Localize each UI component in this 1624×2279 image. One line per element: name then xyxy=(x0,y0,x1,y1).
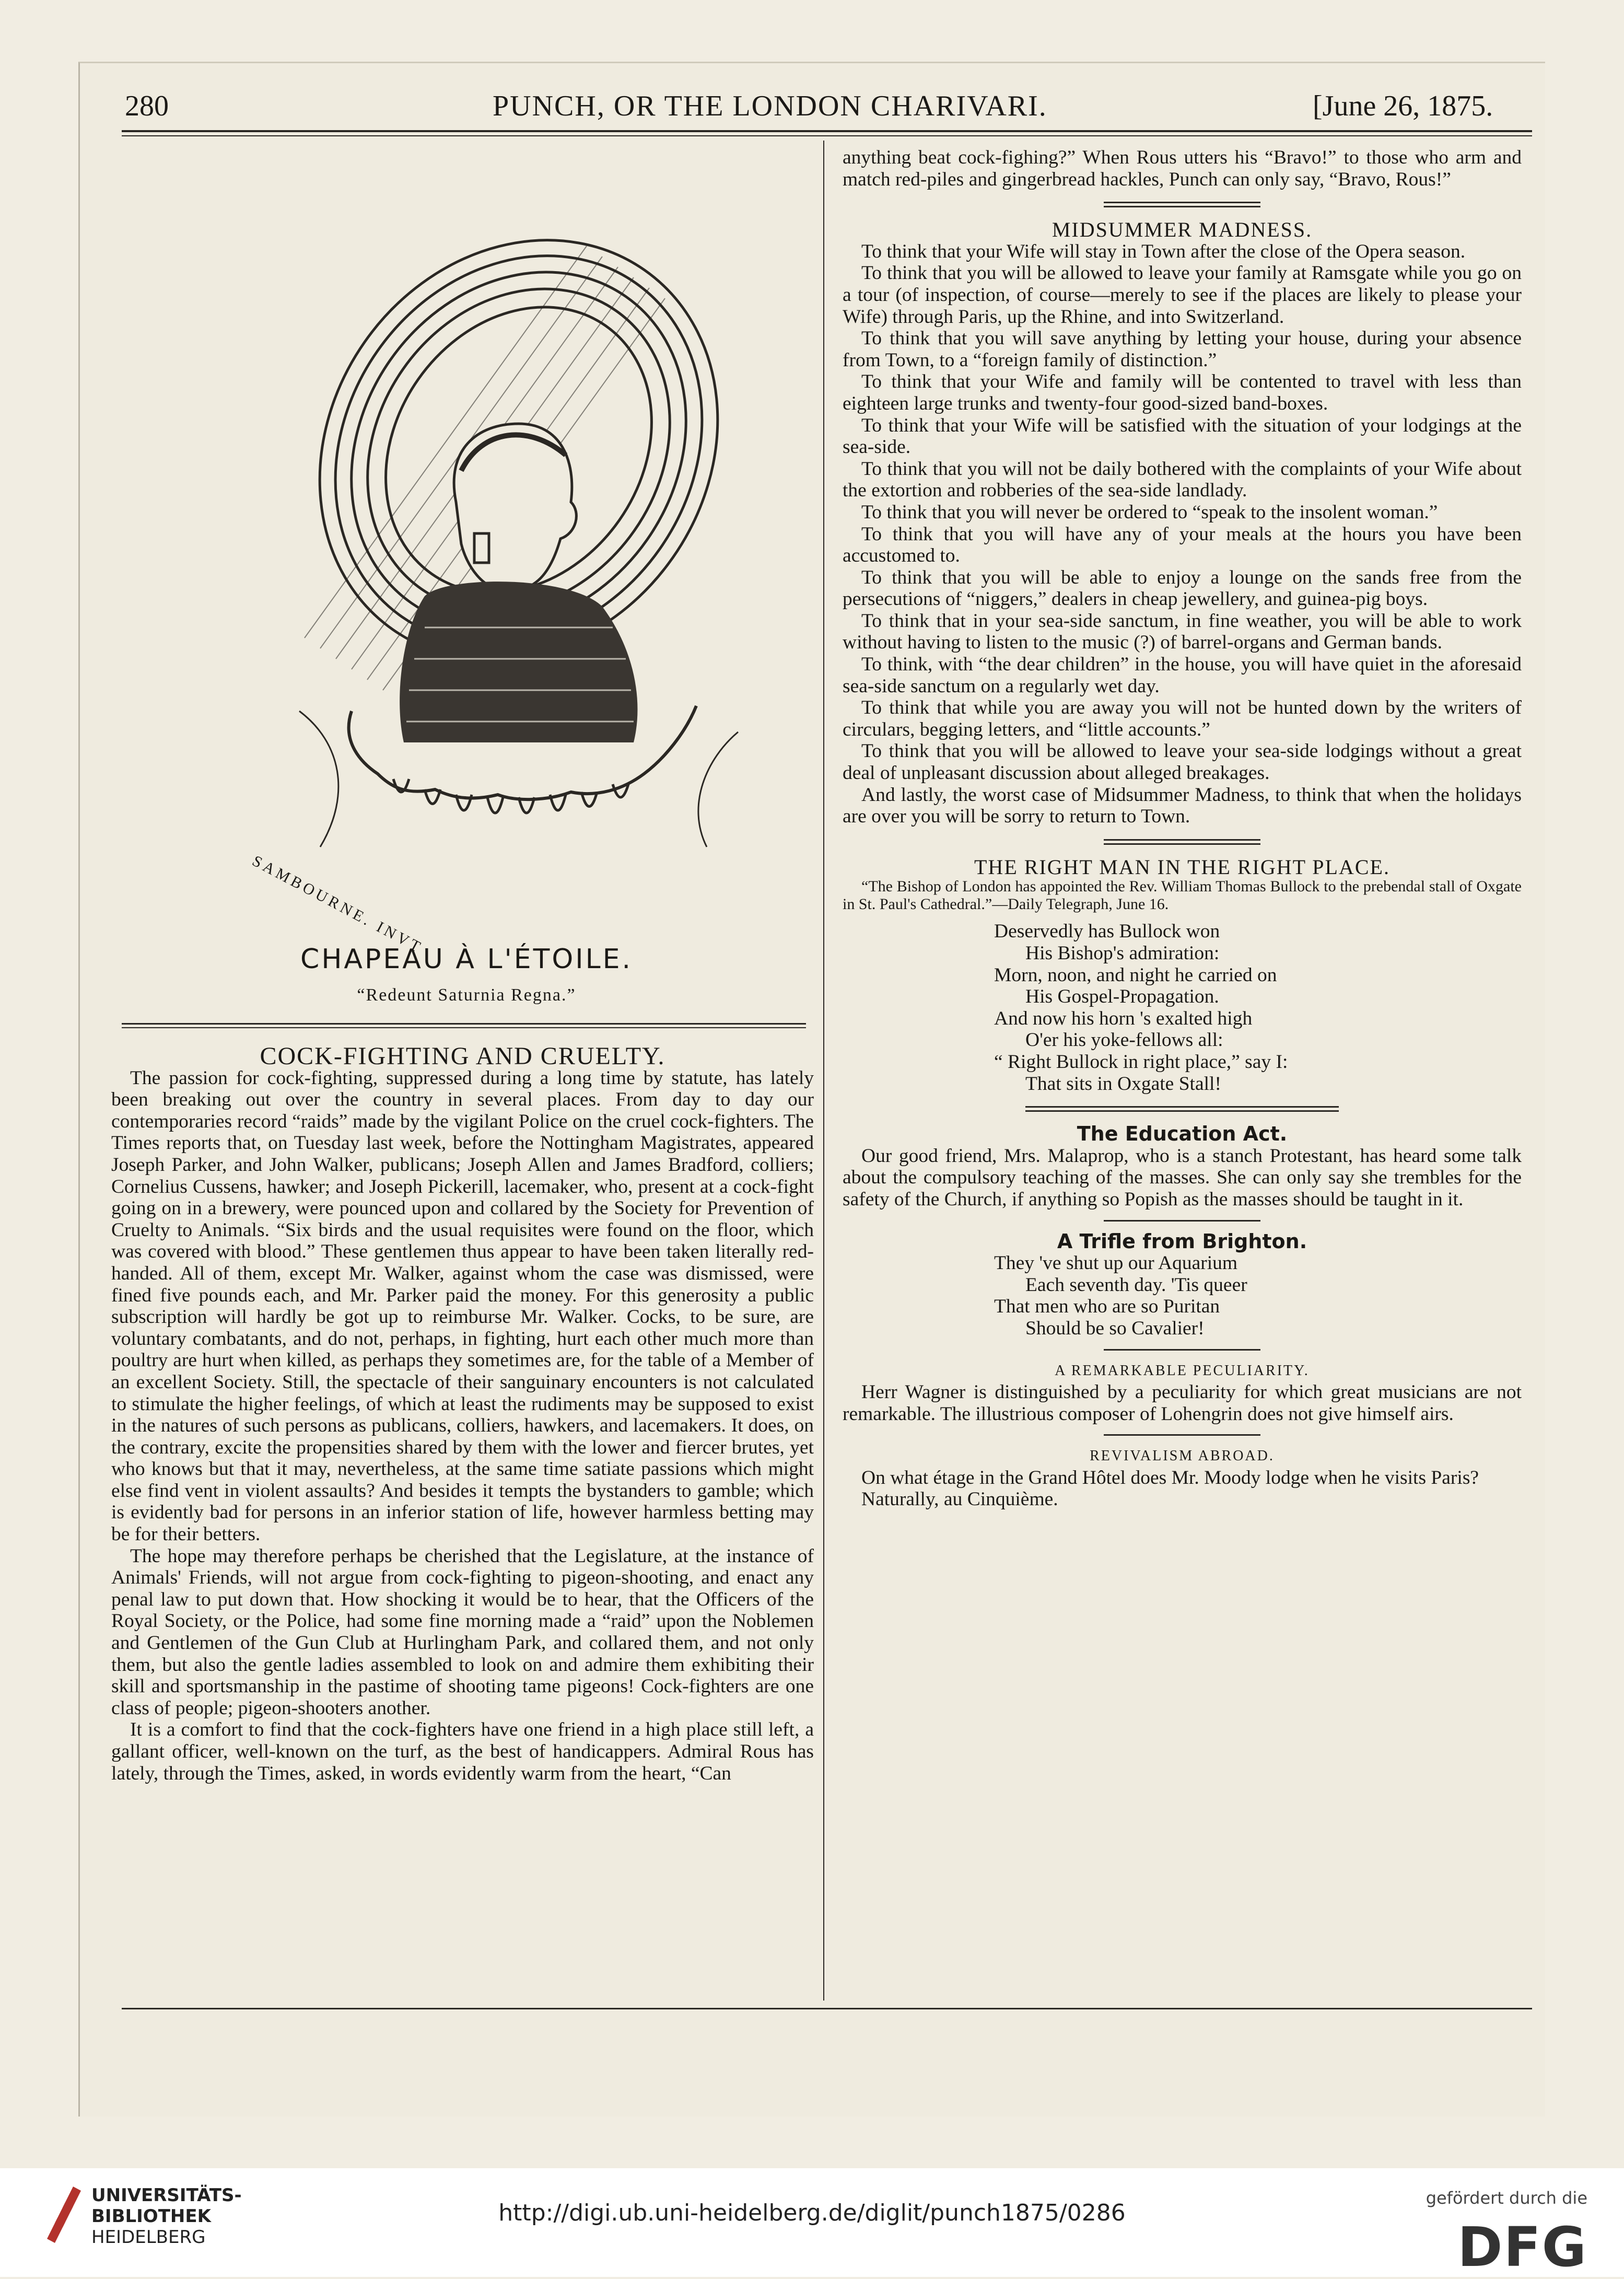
separator xyxy=(1104,1434,1260,1436)
midsummer-item: And lastly, the worst case of Midsummer Madness, to think that when the holidays are over you will be sorry to return to Town. xyxy=(843,784,1522,828)
verse-line: Deservedly has Bullock won xyxy=(994,921,1220,943)
revivalism-title: REVIVALISM ABROAD. xyxy=(1090,1448,1275,1464)
illustration-subcaption: “Redeunt Saturnia Regna.” xyxy=(357,985,576,1005)
bullock-verse xyxy=(843,921,1522,1095)
verse-line: Should be so Cavalier! xyxy=(1025,1317,1205,1339)
revivalism-paragraph: On what étage in the Grand Hôtel does Mr. Moody lodge when he visits Paris? xyxy=(861,1467,1479,1489)
library-name-line: HEIDELBERG xyxy=(91,2227,206,2248)
section-rule xyxy=(122,1023,806,1025)
verse-line: That men who are so Puritan xyxy=(994,1296,1220,1318)
midsummer-item: To think that you will be allowed to leave your sea-side lodgings without a great deal of unpleasant discussion about alleged breakages. xyxy=(843,740,1522,784)
header-rule xyxy=(122,130,1532,132)
midsummer-title: MIDSUMMER MADNESS. xyxy=(1051,218,1313,242)
verse-line: And now his horn 's exalted high xyxy=(994,1007,1253,1029)
midsummer-item: To think that your Wife will stay in Town after the close of the Opera season. xyxy=(861,240,1466,262)
source-url-link[interactable]: http://digi.ub.uni-heidelberg.de/diglit/punch1875/0286 xyxy=(498,2200,1126,2226)
separator xyxy=(1104,1349,1260,1351)
newspaper-page xyxy=(78,62,1545,2117)
column-divider xyxy=(823,141,824,2001)
separator xyxy=(1104,1220,1260,1222)
midsummer-item: To think that you will be able to enjoy a lounge on the sands free from the persecutions of “niggers,” dealers in cheap jewellery, and guinea-pig boys. xyxy=(843,566,1522,610)
midsummer-item: To think that you will have any of your meals at the hours you have been accustomed to. xyxy=(843,523,1522,567)
right-column xyxy=(843,147,1522,2002)
verse-line: They 've shut up our Aquarium xyxy=(994,1252,1238,1274)
dfg-logo[interactable]: DFG xyxy=(1457,2215,1587,2279)
funding-note: gefördert durch die xyxy=(1426,2188,1587,2208)
digitization-footer xyxy=(0,2168,1624,2277)
peculiarity-title: A REMARKABLE PECULIARITY. xyxy=(1055,1362,1310,1379)
trifle-title: A Trifle from Brighton. xyxy=(1057,1229,1307,1253)
illustration-caption: CHAPEAU À L'ÉTOILE. xyxy=(300,944,633,975)
article-title-cockfighting: COCK-FIGHTING AND CRUELTY. xyxy=(260,1045,665,1070)
library-name-line: UNIVERSITÄTS- xyxy=(91,2185,242,2206)
verse-line: O'er his yoke-fellows all: xyxy=(1025,1029,1223,1051)
separator xyxy=(1025,1106,1339,1112)
left-column xyxy=(111,1045,814,2002)
separator xyxy=(1104,839,1260,845)
verse-line: His Gospel-Propagation. xyxy=(1025,986,1219,1008)
article-continuation: anything beat cock-fighing?” When Rous utters his “Bravo!” to those who arm and match red-piles and gingerbread hackles, Punch can only say, “Bravo, Rous!” xyxy=(843,147,1522,190)
midsummer-item: To think that you will save anything by letting your house, during your absence from Town, to a “foreign family of distinction.” xyxy=(843,328,1522,371)
header-rule-thin xyxy=(122,135,1532,136)
peculiarity-paragraph: Herr Wagner is distinguished by a peculiarity for which great musicians are not remarkable. The illustrious composer of Lohengrin does not give himself airs. xyxy=(843,1381,1522,1425)
library-name-line: BIBLIOTHEK xyxy=(91,2206,211,2227)
midsummer-item: To think that your Wife will be satisfied with the situation of your lodgings at the sea-side. xyxy=(843,414,1522,458)
article-paragraph: It is a comfort to find that the cock-fighters have one friend in a high place still left, a gallant officer, well-known on the turf, as the best of handicappers. Admiral Rous has lately, through the Times, asked, in words evidently warm from the heart, “Can xyxy=(111,1719,814,1784)
revivalism-answer: Naturally, au Cinquième. xyxy=(861,1489,1058,1510)
midsummer-item: To think that you will be allowed to leave your family at Ramsgate while you go on a tour (of inspection, of course—merely to see if the places are likely to please your Wife) through Paris, up the Rhine, and into Switzerland. xyxy=(843,262,1522,328)
education-paragraph: Our good friend, Mrs. Malaprop, who is a stanch Protestant, has heard some talk about the compulsory teaching of the masses. She can only say she trembles for the safety of the Church, if anything so Popish as the masses should be taught in it. xyxy=(843,1145,1522,1210)
verse-line: His Bishop's admiration: xyxy=(1025,943,1220,964)
verse-line: “ Right Bullock in right place,” say I: xyxy=(994,1051,1288,1073)
separator xyxy=(1104,202,1260,207)
midsummer-item: To think that in your sea-side sanctum, in fine weather, you will be able to work without having to listen to the music (?) of barrel-organs and German bands. xyxy=(843,610,1522,654)
midsummer-item: To think that while you are away you will not be hunted down by the writers of circulars, begging letters, and “little accounts.” xyxy=(843,697,1522,740)
bottom-rule xyxy=(122,2008,1532,2009)
artist-signature: SAMBOURNE. INVT xyxy=(249,852,426,957)
verse-line: Each seventh day. 'Tis queer xyxy=(1025,1274,1247,1296)
page-number: 280 xyxy=(125,90,169,122)
midsummer-item: To think that you will never be ordered to “speak to the insolent woman.” xyxy=(861,501,1438,523)
education-title: The Education Act. xyxy=(1077,1122,1288,1146)
section-rule-thin xyxy=(122,1027,806,1028)
midsummer-item: To think that you will not be daily bothered with the complaints of your Wife about the extortion and robberies of the sea-side landlady. xyxy=(843,458,1522,502)
midsummer-item: To think that your Wife and family will be contented to travel with less than eighteen large trunks and twenty-four good-sized band-boxes. xyxy=(843,371,1522,414)
right-man-quote: “The Bishop of London has appointed the Rev. William Thomas Bullock to the prebendal stall of Oxgate in St. Paul's Cathedral.”—Daily Telegraph, June 16. xyxy=(843,878,1522,913)
woman-with-hat-engraving xyxy=(237,178,759,951)
article-paragraph: The hope may therefore perhaps be cherished that the Legislature, at the instance of Animals' Friends, will not argue from cock-fighting to pigeon-shooting, and enact any penal law to put down that. How shocking it would be to hear, that the Officers of the Royal Society, or the Police, had some fine morning made a “raid” upon the Noblemen and Gentlemen of the Gun Club at Hurlingham Park, and collared them, and not only them, but also the gentle ladies assembled to look on and admire them exhibiting their skill and sportsmanship in the pastime of shooting tame pigeons! Cock-fighters are one class of people; pigeon-shooters another. xyxy=(111,1545,814,1719)
verse-line: Morn, noon, and night he carried on xyxy=(994,964,1277,986)
issue-date: [June 26, 1875. xyxy=(1313,90,1493,122)
midsummer-item: To think, with “the dear children” in the house, you will have quiet in the aforesaid sea-side sanctum on a regularly wet day. xyxy=(843,654,1522,697)
illustration xyxy=(237,178,759,993)
page-title: PUNCH, OR THE LONDON CHARIVARI. xyxy=(493,90,1047,122)
article-paragraph: The passion for cock-fighting, suppressed during a long time by statute, has lately been breaking out over the country in several places. From day to day our contemporaries record “raids” made by the vigilant Police on the cruel cock-fighters. The Times reports that, on Tuesday last week, before the Nottingham Magistrates, appeared Joseph Parker, and John Walker, publicans; Joseph Allen and James Bradford, colliers; Cornelius Cussens, hawker; and Joseph Pickerill, lacemaker, who, present at a cock-fight going on in a brewery, were pounced upon and collared by the Society for Prevention of Cruelty to Animals. “Six birds and the usual requisites were found on the floor, which was covered with blood.” These gentlemen thus appear to have been taken literally red-handed. All of them, except Mr. Walker, against whom the case was dismissed, were fined five pounds each, and Mr. Parker paid the money. For this generosity a public subscription will hardly be got up to reimburse Mr. Walker. Cocks, to be sure, are voluntary combatants, and do not, perhaps, in fighting, hurt each other much more than poultry are hurt when killed, as perhaps they sometimes are, for the table of a Member of an excellent Society. Still, the spectacle of their sanguinary encounters is not calculated to stimulate the higher feelings, of which at least the rudiments may be supposed to exist in the natures of such persons as publicans, colliers, hawkers, and lacemakers. It does, on the contrary, excite the propensities shared by them with the lower and fiercer brutes, yet who knows but that it may, nevertheless, at the same time satiate passions which might else find vent in violent assaults? And besides it tempts the bystanders to gamble; which is evidently bad for persons in an inferior station of life, however harmless betting may be for their betters. xyxy=(111,1067,814,1545)
right-man-title: THE RIGHT MAN IN THE RIGHT PLACE. xyxy=(974,855,1390,879)
verse-line: That sits in Oxgate Stall! xyxy=(1025,1073,1221,1095)
